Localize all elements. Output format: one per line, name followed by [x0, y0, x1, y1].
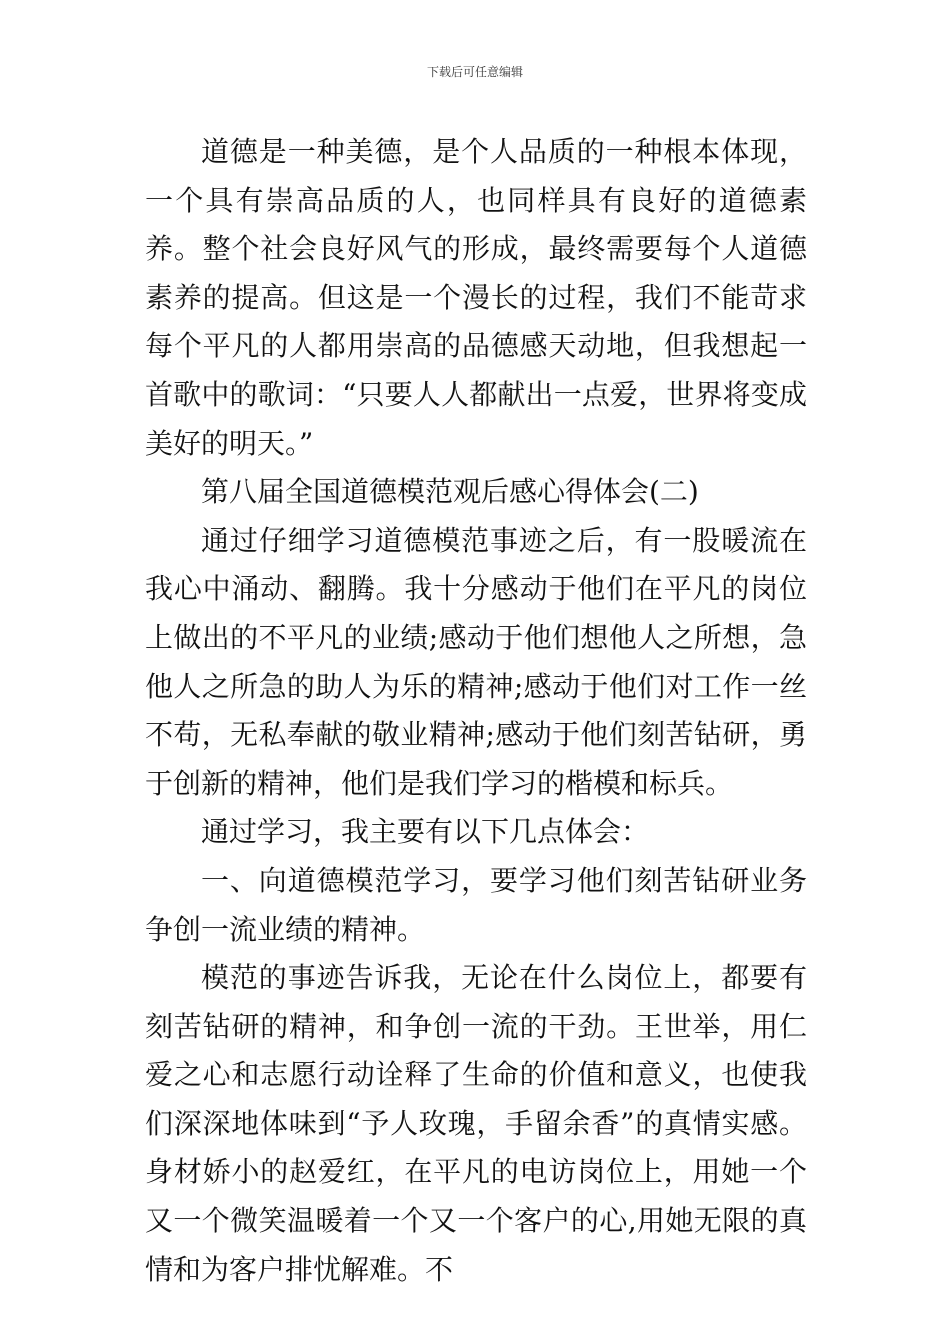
paragraph-point-one: 一、向道德模范学习，要学习他们刻苦钻研业务争创一流业绩的精神。	[145, 863, 807, 946]
section-heading: 第八届全国道德模范观后感心得体会(二)	[201, 475, 699, 509]
paragraph-impression: 通过仔细学习道德模范事迹之后，有一股暖流在我心中涌动、翻腾。我十分感动于他们在平凡的岗位上做出的不平凡的业绩;感动于他们想他人之所想，急他人之所急的助人为乐的精神;感动于他们对工作一丝不苟，无私奉献的敬业精神;感动于他们刻苦钻研，勇于创新的精神，他们是我们学习的楷模和标兵。	[145, 523, 807, 800]
page-header: 下载后可任意编辑	[426, 65, 523, 79]
paragraph-intro: 道德是一种美德，是个人品质的一种根本体现，一个具有崇高品质的人，也同样具有良好的道德素养。整个社会良好风气的形成，最终需要每个人道德素养的提高。但这是一个漫长的过程，我们不能苛求每个平凡的人都用崇高的品德感天动地，但我想起一首歌中的歌词：“只要人人都献出一点爱，世界将变成美好的明天。”	[145, 135, 807, 460]
paragraph-examples: 模范的事迹告诉我，无论在什么岗位上，都要有刻苦钻研的精神，和争创一流的干劲。王世举，用仁爱之心和志愿行动诠释了生命的价值和意义，也使我们深深地体味到“予人玫瑰，手留余香”的真情实感。身材娇小的赵爱红，在平凡的电访岗位上，用她一个又一个微笑温暖着一个又一个客户的心,用她无限的真情和为客户排忧解难。不	[145, 961, 807, 1286]
paragraph-summary-lead: 通过学习，我主要有以下几点体会：	[201, 815, 650, 849]
document-body	[145, 128, 807, 1294]
